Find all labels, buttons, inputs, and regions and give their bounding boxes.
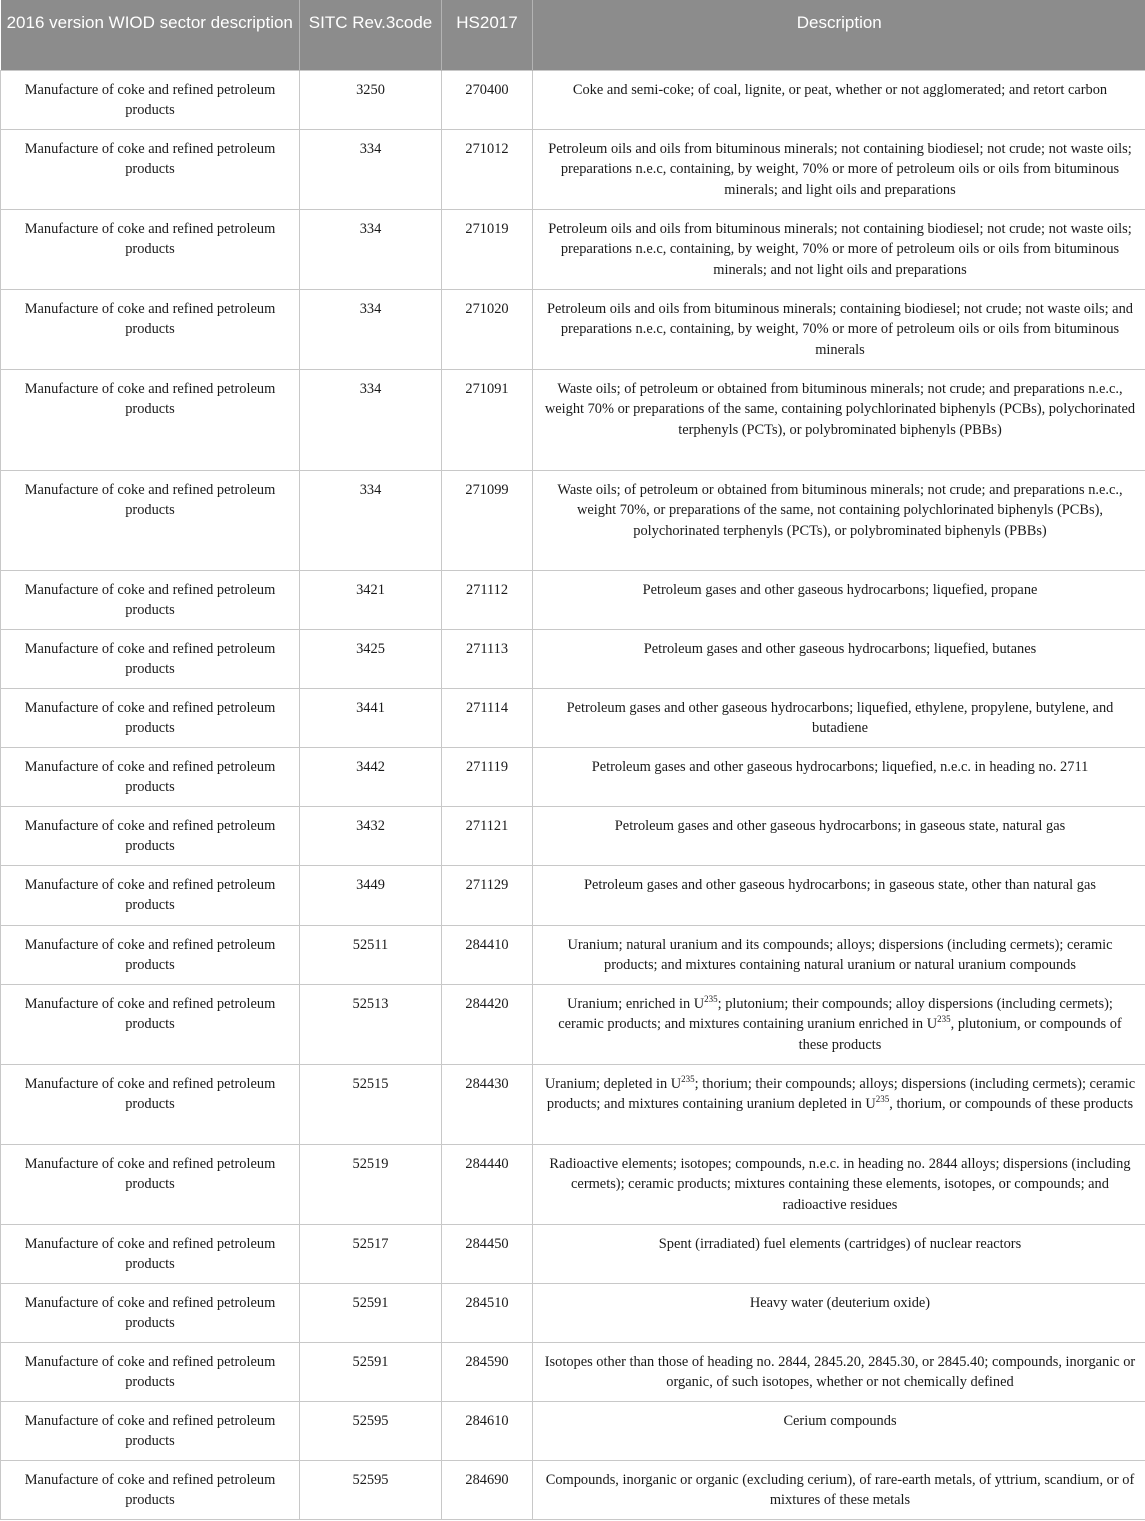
description-text: Petroleum gases and other gaseous hydrocarbons; liquefied, propane	[642, 581, 1038, 598]
hs-code-cell: 284510	[442, 1283, 533, 1342]
description-text: , thorium, or compounds of these products	[889, 1096, 1134, 1112]
table-row	[1, 1144, 1145, 1224]
sector-cell: Manufacture of coke and refined petroleum products	[1, 865, 300, 925]
description-text: Heavy water (deuterium oxide)	[749, 1294, 931, 1311]
table-row	[1, 1460, 1145, 1519]
sector-cell: Manufacture of coke and refined petroleum products	[1, 925, 300, 984]
hs-code-cell: 271019	[442, 209, 533, 289]
table-row	[1, 470, 1145, 570]
description-cell	[533, 1283, 1145, 1342]
sitc-code-cell: 52513	[300, 984, 442, 1064]
hs-code-cell: 271112	[442, 570, 533, 629]
description-text: Petroleum oils and oils from bituminous minerals; not containing biodiesel; not crude; not waste oils; preparations n.e.c, containing, by weight, 70% or more of petroleum oils or oils from bituminous minerals; and not light oils and preparations	[548, 220, 1132, 278]
hs-code-cell: 271119	[442, 747, 533, 806]
description-cell	[533, 1224, 1145, 1283]
hs-code-cell: 271121	[442, 806, 533, 865]
description-text: Waste oils; of petroleum or obtained from bituminous minerals; not crude; and preparations n.e.c., weight 70%, or preparations of the same, not containing polychlorinated biphenyls (PCBs), polychorinated terphenyls (PCTs), or polybrominated biphenyls (PBBs)	[557, 481, 1123, 539]
hs-code-cell: 284610	[442, 1401, 533, 1460]
description-cell	[533, 470, 1145, 570]
sector-cell: Manufacture of coke and refined petroleum products	[1, 629, 300, 688]
sector-cell: Manufacture of coke and refined petroleum products	[1, 747, 300, 806]
description-cell	[533, 865, 1145, 925]
sector-cell: Manufacture of coke and refined petroleum products	[1, 289, 300, 369]
description-text: Cerium compounds	[783, 1412, 897, 1429]
description-text: Coke and semi-coke; of coal, lignite, or peat, whether or not agglomerated; and retort carbon	[572, 81, 1108, 98]
table-row	[1, 570, 1145, 629]
description-cell	[533, 806, 1145, 865]
hs-code-cell: 284690	[442, 1460, 533, 1519]
table-row	[1, 688, 1145, 747]
description-cell	[533, 925, 1145, 984]
sitc-code-cell: 52515	[300, 1064, 442, 1144]
table-body	[1, 70, 1145, 1519]
table-row	[1, 806, 1145, 865]
description-cell	[533, 1064, 1145, 1144]
sitc-code-cell: 52517	[300, 1224, 442, 1283]
sector-cell: Manufacture of coke and refined petroleum products	[1, 470, 300, 570]
sector-cell: Manufacture of coke and refined petroleum products	[1, 806, 300, 865]
sector-cell: Manufacture of coke and refined petroleum products	[1, 570, 300, 629]
description-cell	[533, 688, 1145, 747]
description-text: Petroleum oils and oils from bituminous minerals; not containing biodiesel; not crude; not waste oils; preparations n.e.c, containing, by weight, 70% or more of petroleum oils or oils from bituminous minerals; and light oils and preparations	[548, 140, 1132, 198]
sector-cell: Manufacture of coke and refined petroleum products	[1, 209, 300, 289]
sitc-code-cell: 334	[300, 470, 442, 570]
hs-code-cell: 271099	[442, 470, 533, 570]
hs-code-cell: 271091	[442, 369, 533, 470]
sitc-code-cell: 52519	[300, 1144, 442, 1224]
table-row	[1, 129, 1145, 209]
header-description: Description	[533, 0, 1145, 70]
isotope-superscript: 235	[875, 1094, 890, 1105]
description-text: Petroleum oils and oils from bituminous minerals; containing biodiesel; not crude; not waste oils; and preparations n.e.c, containing, by weight, 70% or more of petroleum oils or oils from bituminous minerals	[547, 300, 1133, 358]
table-row	[1, 289, 1145, 369]
sector-cell: Manufacture of coke and refined petroleum products	[1, 1283, 300, 1342]
description-text: Isotopes other than those of heading no. 2844, 2845.20, 2845.30, or 2845.40; compounds, inorganic or organic, of such isotopes, whether or not chemically defined	[544, 1353, 1136, 1390]
description-text: Compounds, inorganic or organic (excluding cerium), of rare-earth metals, of yttrium, scandium, or of mixtures of these metals	[545, 1471, 1135, 1508]
sitc-code-cell: 3425	[300, 629, 442, 688]
hs-code-cell: 271113	[442, 629, 533, 688]
description-text: Uranium; natural uranium and its compounds; alloys; dispersions (including cermets); ceramic products; and mixtures containing natural uranium or natural uranium compounds	[567, 936, 1113, 973]
sector-cell: Manufacture of coke and refined petroleum products	[1, 984, 300, 1064]
hs-code-cell: 284590	[442, 1342, 533, 1401]
sitc-code-cell: 3441	[300, 688, 442, 747]
table-row	[1, 1342, 1145, 1401]
description-text: Spent (irradiated) fuel elements (cartridges) of nuclear reactors	[658, 1235, 1022, 1252]
description-cell	[533, 747, 1145, 806]
isotope-superscript: 235	[937, 1014, 951, 1025]
table-header	[1, 0, 1145, 70]
sector-cell: Manufacture of coke and refined petroleum products	[1, 1401, 300, 1460]
description-cell	[533, 70, 1145, 129]
description-text: Uranium; enriched in U	[567, 995, 705, 1012]
table-row	[1, 865, 1145, 925]
description-cell	[533, 1342, 1145, 1401]
header-row	[1, 0, 1145, 70]
sector-cell: Manufacture of coke and refined petroleum products	[1, 1460, 300, 1519]
sitc-code-cell: 3432	[300, 806, 442, 865]
description-cell	[533, 369, 1145, 470]
header-sitc: SITC Rev.3code	[300, 0, 442, 70]
table-row	[1, 747, 1145, 806]
description-cell	[533, 1144, 1145, 1224]
description-cell	[533, 129, 1145, 209]
description-cell	[533, 209, 1145, 289]
description-cell	[533, 289, 1145, 369]
sitc-code-cell: 334	[300, 289, 442, 369]
sector-cell: Manufacture of coke and refined petroleum products	[1, 1224, 300, 1283]
sitc-code-cell: 52595	[300, 1401, 442, 1460]
table-row	[1, 1283, 1145, 1342]
hs-code-cell: 284450	[442, 1224, 533, 1283]
sector-cell: Manufacture of coke and refined petroleum products	[1, 70, 300, 129]
description-cell	[533, 1401, 1145, 1460]
hs-code-cell: 271020	[442, 289, 533, 369]
sector-cell: Manufacture of coke and refined petroleum products	[1, 129, 300, 209]
sitc-code-cell: 3442	[300, 747, 442, 806]
table-row	[1, 629, 1145, 688]
table-row	[1, 1064, 1145, 1144]
hs-code-cell: 284410	[442, 925, 533, 984]
description-text: Petroleum gases and other gaseous hydrocarbons; liquefied, butanes	[643, 640, 1037, 657]
hs-code-cell: 284440	[442, 1144, 533, 1224]
description-text: ; thorium; their compounds; alloys; dispersions (including cermets); ceramic products; and mixtures containing uranium depleted in U	[546, 1075, 1136, 1112]
sitc-code-cell: 334	[300, 209, 442, 289]
sitc-code-cell: 334	[300, 369, 442, 470]
sector-cell: Manufacture of coke and refined petroleum products	[1, 1144, 300, 1224]
sector-cell: Manufacture of coke and refined petroleum products	[1, 688, 300, 747]
sector-cell: Manufacture of coke and refined petroleum products	[1, 369, 300, 470]
hs-code-cell: 271012	[442, 129, 533, 209]
description-cell	[533, 570, 1145, 629]
description-text: Petroleum gases and other gaseous hydrocarbons; in gaseous state, natural gas	[614, 817, 1066, 834]
table-row	[1, 925, 1145, 984]
sitc-code-cell: 3421	[300, 570, 442, 629]
table-row	[1, 70, 1145, 129]
sitc-code-cell: 334	[300, 129, 442, 209]
table-row	[1, 369, 1145, 470]
description-text: Petroleum gases and other gaseous hydrocarbons; in gaseous state, other than natural gas	[584, 876, 1096, 893]
sector-cell: Manufacture of coke and refined petroleum products	[1, 1064, 300, 1144]
sitc-code-cell: 52591	[300, 1342, 442, 1401]
description-cell	[533, 1460, 1145, 1519]
header-hs: HS2017	[442, 0, 533, 70]
hs-code-cell: 270400	[442, 70, 533, 129]
description-cell	[533, 629, 1145, 688]
description-text: , plutonium, or compounds of these products	[798, 1016, 1122, 1053]
description-text: Petroleum gases and other gaseous hydrocarbons; liquefied, ethylene, propylene, butylene, and butadiene	[566, 699, 1114, 736]
table-row	[1, 209, 1145, 289]
description-cell	[533, 984, 1145, 1064]
sitc-code-cell: 52511	[300, 925, 442, 984]
header-sector: 2016 version WIOD sector description	[1, 0, 300, 70]
description-text: Uranium; depleted in U	[544, 1075, 682, 1092]
description-text: Waste oils; of petroleum or obtained from bituminous minerals; not crude; and preparations n.e.c., weight 70% or preparations of the same, containing polychlorinated biphenyls (PCBs), polychorinated terphenyls (PCTs), or polybrominated biphenyls (PBBs)	[544, 380, 1136, 438]
hs-code-cell: 271129	[442, 865, 533, 925]
sitc-code-cell: 52595	[300, 1460, 442, 1519]
sitc-code-cell: 3250	[300, 70, 442, 129]
description-text: Petroleum gases and other gaseous hydrocarbons; liquefied, n.e.c. in heading no. 2711	[591, 758, 1089, 775]
table-row	[1, 1224, 1145, 1283]
sitc-code-cell: 52591	[300, 1283, 442, 1342]
isotope-superscript: 235	[704, 993, 718, 1004]
hs-code-cell: 284420	[442, 984, 533, 1064]
hs-code-cell: 284430	[442, 1064, 533, 1144]
isotope-superscript: 235	[681, 1073, 695, 1084]
table-row	[1, 1401, 1145, 1460]
description-text: Radioactive elements; isotopes; compounds, n.e.c. in heading no. 2844 alloys; dispersions (including cermets); ceramic products; mixtures containing these elements, isotopes, or compounds; and radioactive residues	[549, 1155, 1131, 1213]
sector-cell: Manufacture of coke and refined petroleum products	[1, 1342, 300, 1401]
sitc-code-cell: 3449	[300, 865, 442, 925]
table-row	[1, 984, 1145, 1064]
description-text: ; plutonium; their compounds; alloy dispersions (including cermets); ceramic products; and mixtures containing uranium enriched in U	[558, 995, 1113, 1032]
hs-code-cell: 271114	[442, 688, 533, 747]
